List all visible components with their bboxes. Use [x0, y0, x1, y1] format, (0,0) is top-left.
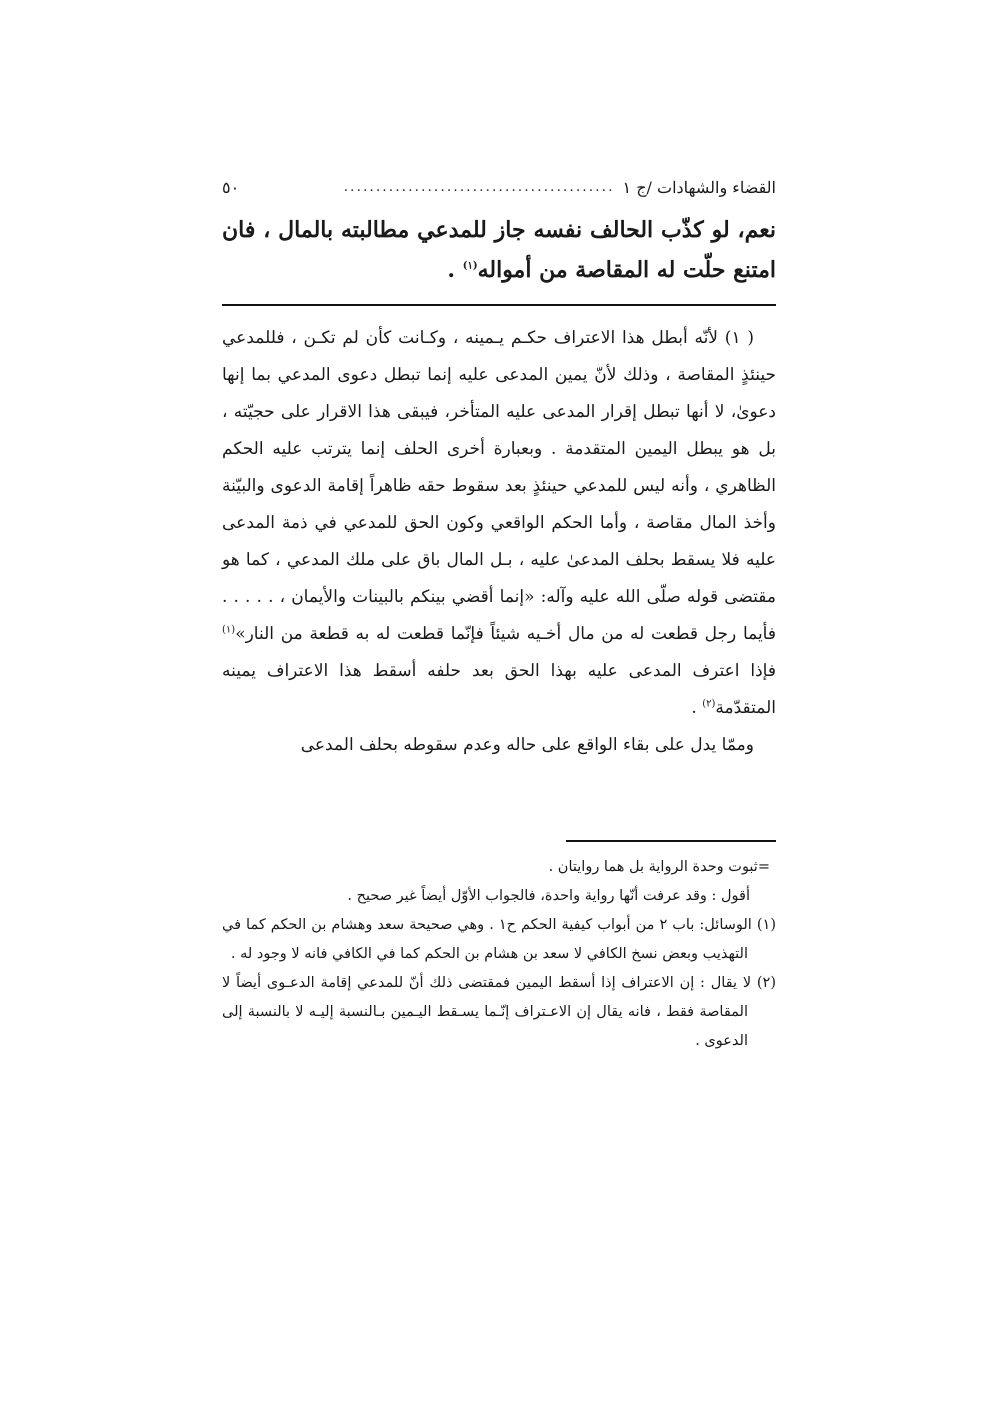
- footnote-2-text: (٢) لا يقال : إن الاعتراف إذا أسقط اليمين فمقتضى ذلك أنّ للمدعي إقامة الدعـوى أيضاً لا المقاصة فقط ، فانه يقال إن الاعـتراف إنّـما يسـقط اليـمين بـالنسبة إليـه لا بالنسبة إلى الدعوى .: [222, 975, 776, 1049]
- main-text-body: نعم، لو كذّب الحالف نفسه جاز للمدعي مطالبته بالمال ، فان امتنع حلّت له المقاصة من أمواله: [222, 217, 776, 283]
- commentary-footnote-ref-1: (١): [222, 624, 236, 636]
- footnote-1-text: (١) الوسائل: باب ٢ من أبواب كيفية الحكم ح١ . وهي صحيحة سعد وهشام بن الحكم كما في التهذيب وبعض نسخ الكافي لا سعد بن هشام بن الحكم كما في الكافي فانه لا وجود له .: [222, 917, 776, 962]
- header-leader-dots: ..........................................: [343, 179, 615, 195]
- main-separator-rule: [222, 304, 776, 306]
- main-text-end: .: [447, 257, 463, 283]
- page-number: ٥٠: [222, 177, 240, 197]
- footnote-1: [222, 911, 776, 969]
- footnote-2: [222, 969, 776, 1056]
- main-text: [222, 210, 776, 290]
- commentary-p1-end: .: [691, 698, 703, 718]
- running-header: [222, 174, 776, 200]
- commentary-p1-text: ( ١) لأنّه أبطل هذا الاعتراف حكـم يـمينه ، وكـانت كأن لم تكـن ، فللمدعي حينئذٍ المقاصة ، وذلك لأنّ يمين المدعى عليه إنما تبطل دعوى المدعي بما إنها دعوىٰ، لا أنها تبطل إقرار المدعى عليه المتأخر، فيبقى هذا الاقرار على حجيّته ، بل هو يبطل اليمين المتقدمة . وبعبارة أخرى الحلف إنما يترتب عليه الحكم الظاهري ، وأنه ليس للمدعي حينئذٍ بعد سقوط حقه ظاهراً إقامة الدعوى والبيّنة وأخذ المال مقاصة ، وأما الحكم الواقعي وكون الحق للمدعي في ذمة المدعى عليه فلا يسقط بحلف المدعىٰ عليه ، بـل المال باق على ملك المدعي ، كما هو مقتضى قوله صلّى الله عليه وآله: «إنما أقضي بينكم بالبينات والأيمان ، . . . . . فأيما رجل قطعت له من مال أخـيه شيئاً فإنّما قطعت له به قطعة من النار»: [222, 328, 776, 644]
- footnote-continuation: =ثبوت وحدة الرواية بل هما روايتان .: [548, 859, 770, 875]
- main-footnote-ref: (١): [462, 260, 478, 272]
- book-title: القضاء والشهادات /ج ١: [622, 177, 776, 197]
- commentary-p1-continuation: فإذا اعترف المدعى عليه بهذا الحق بعد حلفه أسقط هذا الاعتراف يمينه المتقدّمة: [222, 661, 776, 718]
- commentary-paragraph-2: وممّا يدل على بقاء الواقع على حاله وعدم سقوطه بحلف المدعى: [300, 735, 754, 755]
- footnote-author-note: أقول : وقد عرفت أنّها رواية واحدة، فالجواب الأوّل أيضاً غير صحيح .: [347, 888, 750, 904]
- commentary-paragraph-1: [222, 320, 776, 727]
- commentary: [222, 320, 776, 764]
- footnote-separator-rule: [566, 840, 776, 842]
- commentary-footnote-ref-2: (٢): [702, 698, 716, 710]
- footnotes: [222, 853, 776, 1056]
